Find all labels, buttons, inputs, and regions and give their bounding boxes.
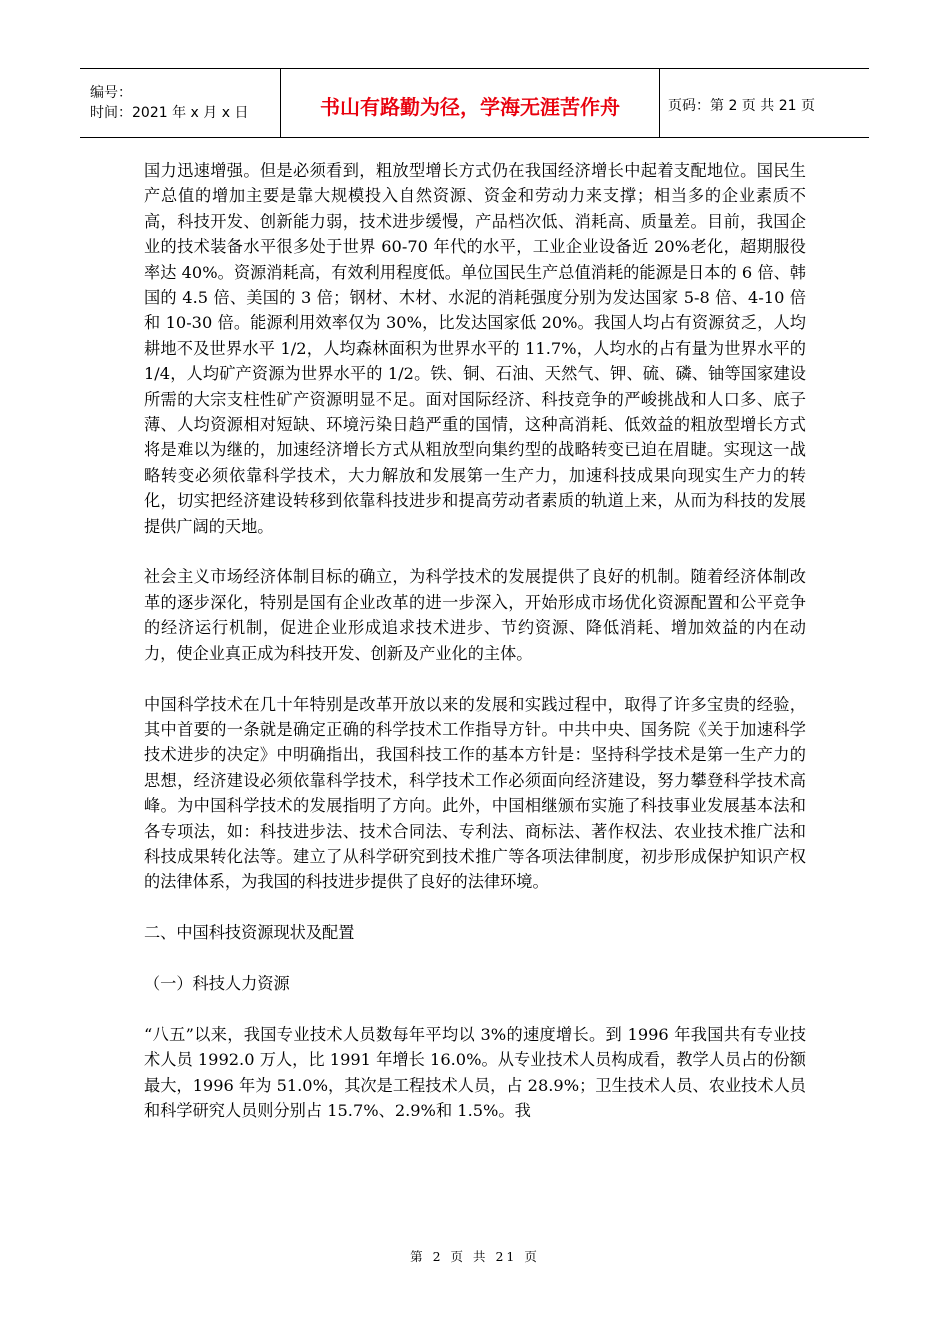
motto-text: 书山有路勤为径，学海无涯苦作舟	[320, 94, 620, 119]
page-info-text: 页码：第 2 页 共 21 页	[668, 98, 815, 114]
section-heading: 二、中国科技资源现状及配置	[144, 923, 355, 943]
body-paragraph: “八五”以来，我国专业技术人员数每年平均以 3%的速度增长。到 1996 年我国共有专业技术人员 1992.0 万人，比 1991 年增长 16.0%。从专业技术人员构成看，教学人员占的份额最大，1996 年为 51.0%，其次是工程技术人员，占 28.9%；卫生技术人员、农业技术人员和科学研究人员则分别占 15.7%、2.9%和 1.5%。我	[144, 1024, 806, 1120]
header-motto	[281, 69, 660, 137]
body-paragraph: 社会主义市场经济体制目标的确立，为科学技术的发展提供了良好的机制。随着经济体制改革的逐步深化，特别是国有企业改革的进一步深入，开始形成市场优化资源配置和公平竞争的经济运行机制，促进企业形成追求技术进步、节约资源、降低消耗、增加效益的内在动力，使企业真正成为科技开发、创新及产业化的主体。	[144, 567, 806, 663]
footer-page-number: 第 2 页 共 21 页	[410, 1249, 540, 1264]
header-page-info	[660, 69, 869, 137]
document-body	[144, 158, 806, 1149]
header-meta	[80, 69, 281, 137]
document-date-label: 时间：2021 年 x 月 x 日	[90, 105, 249, 121]
document-number-label: 编号：	[90, 85, 132, 101]
body-paragraph: 中国科学技术在几十年特别是改革开放以来的发展和实践过程中，取得了许多宝贵的经验，其中首要的一条就是确定正确的科学技术工作指导方针。中共中央、国务院《关于加速科学技术进步的决定》中明确指出，我国科技工作的基本方针是：坚持科学技术是第一生产力的思想，经济建设必须依靠科学技术，科学技术工作必须面向经济建设，努力攀登科学技术高峰。为中国科学技术的发展指明了方向。此外，中国相继颁布实施了科技事业发展基本法和各专项法，如：科技进步法、技术合同法、专利法、商标法、著作权法、农业技术推广法和科技成果转化法等。建立了从科学研究到技术推广等各项法律制度，初步形成保护知识产权的法律体系，为我国的科技进步提供了良好的法律环境。	[144, 694, 806, 892]
subsection-heading: （一）科技人力资源	[144, 973, 290, 993]
page-footer	[0, 1247, 950, 1265]
body-paragraph: 国力迅速增强。但是必须看到，粗放型增长方式仍在我国经济增长中起着支配地位。国民生产总值的增加主要是靠大规模投入自然资源、资金和劳动力来支撑；相当多的企业素质不高，科技开发、创新能力弱，技术进步缓慢，产品档次低、消耗高、质量差。目前，我国企业的技术装备水平很多处于世界 60-70 年代的水平，工业企业设备近 20%老化，超期服役率达 40%。资源消耗高，有效利用程度低。单位国民生产总值消耗的能源是日本的 6 倍、韩国的 4.5 倍、美国的 3 倍；钢材、木材、水泥的消耗强度分别为发达国家 5-8 倍、4-10 倍和 10-30 倍。能源利用效率仅为 30%，比发达国家低 20%。我国人均占有资源贫乏，人均耕地不及世界水平 1/2，人均森林面积为世界水平的 11.7%，人均水的占有量为世界水平的 1/4，人均矿产资源为世界水平的 1/2。铁、铜、石油、天然气、钾、硫、磷、铀等国家建设所需的大宗支柱性矿产资源明显不足。面对国际经济、科技竞争的严峻挑战和人口多、底子薄、人均资源相对短缺、环境污染日趋严重的国情，这种高消耗、低效益的粗放型增长方式将是难以为继的，加速经济增长方式从粗放型向集约型的战略转变已迫在眉睫。实现这一战略转变必须依靠科学技术，大力解放和发展第一生产力，加速科技成果向现实生产力的转化，切实把经济建设转移到依靠科技进步和提高劳动者素质的轨道上来，从而为科技的发展提供广阔的天地。	[144, 161, 806, 536]
page-header	[80, 68, 869, 138]
